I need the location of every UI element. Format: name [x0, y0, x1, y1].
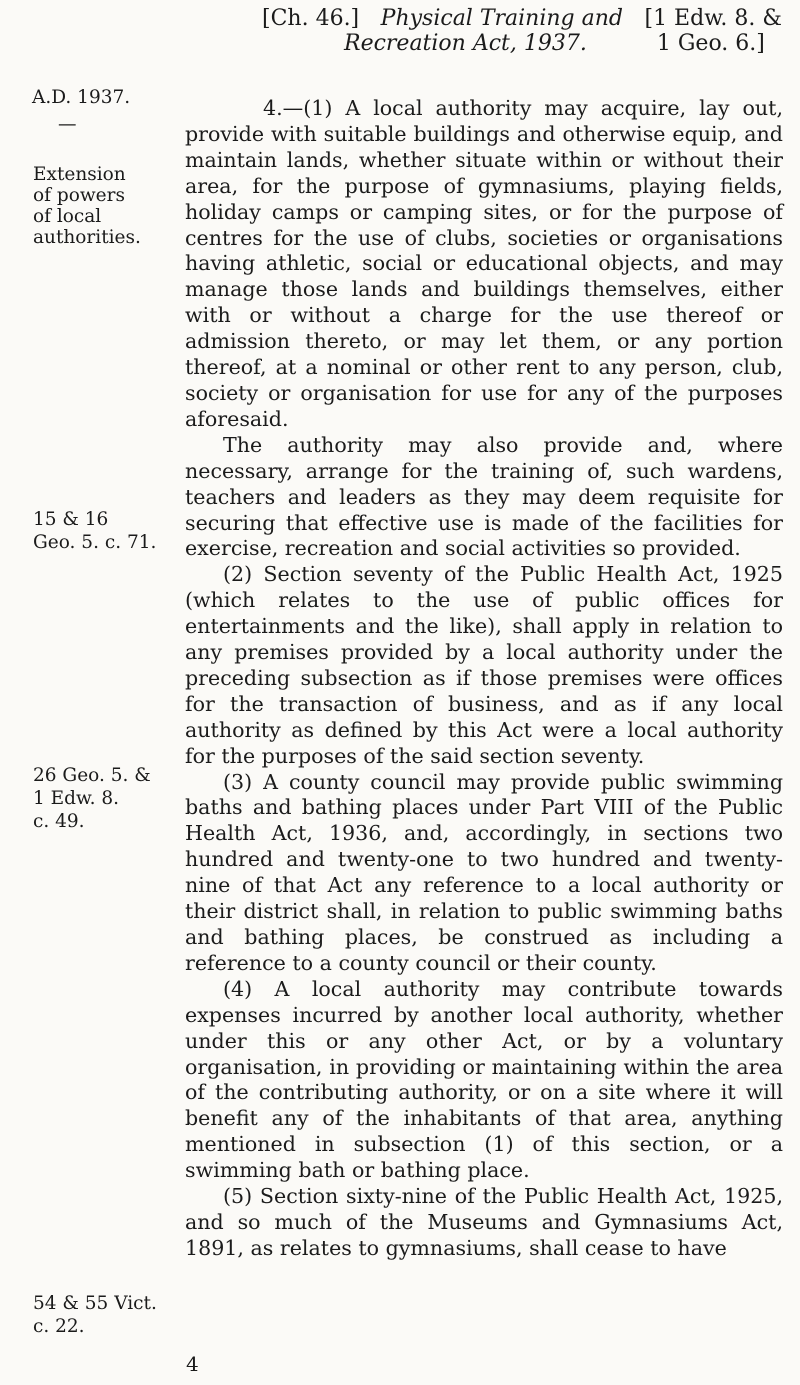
- header-line-2: [262, 31, 782, 56]
- subsection-4: (4) A local authority may contribute towards expenses incurred by another local authority, whether under this or any other Act, or by a voluntary organisation, in providing or maintaining within the area of the contributing authority, or on a site where it will benefit any of the inhabitants of that area, anything mentioned in subsection (1) of this section, or a swimming bath or bathing place.: [185, 976, 783, 1183]
- act-title-line1: Physical Training and: [380, 6, 623, 31]
- subsection-1: 4.—(1) A local authority may acquire, lay out, provide with suitable buildings and otherwise equip, and maintain lands, whether situate within or without their area, for the purpose of gymnasiums, playing fields, holiday camps or camping sites, or for the purpose of centres for the use of clubs, societies or organisations having athletic, social or educational objects, and may manage those lands and buildings themselves, either with or without a charge for the use thereof or admission thereto, or may let them, or any portion thereof, at a nominal or other rent to any person, club, society or organisation for use for any of the purposes aforesaid.: [185, 96, 783, 431]
- margin-ref-museums-act: 54 & 55 Vict. c. 22.: [33, 1293, 157, 1337]
- running-header: [262, 6, 782, 56]
- regnal-year-line2: 1 Geo. 6.]: [656, 31, 765, 56]
- margin-note-extension: Extension of powers of local authorities.: [33, 164, 141, 248]
- header-line-1: [262, 6, 782, 31]
- margin-ref-public-health-1925: 15 & 16 Geo. 5. c. 71.: [33, 509, 157, 553]
- margin-dash: —: [58, 114, 77, 135]
- regnal-year-line1: [1 Edw. 8. &: [644, 6, 782, 31]
- margin-ref-public-health-1936: 26 Geo. 5. & 1 Edw. 8. c. 49.: [33, 765, 151, 832]
- subsection-1-wardens: The authority may also provide and, where necessary, arrange for the training of, such wardens, teachers and leaders as they may deem requisite for securing that effective use is made of the facilities for exercise, recreation and social activities so provided.: [185, 432, 783, 561]
- subsection-3: (3) A county council may provide public swimming baths and bathing places under Part VIII of the Public Health Act, 1936, and, accordingly, in sections two hundred and twenty-one to two hundred and twenty-nine of that Act any reference to a local authority or their district shall, in relation to public swimming baths and bathing places, be construed as including a reference to a county council or their county.: [185, 769, 783, 975]
- subsection-5: (5) Section sixty-nine of the Public Health Act, 1925, and so much of the Museums and Gymnasiums Act, 1891, as relates to gymnasiums, shall cease to have: [185, 1184, 783, 1260]
- subsection-2: (2) Section seventy of the Public Health Act, 1925 (which relates to the use of public offices for entertainments and the like), shall apply in relation to any premises provided by a local authority under the preceding subsection as if those premises were offices for the transaction of business, and as if any local authority as defined by this Act were a local authority for the purposes of the said section seventy.: [185, 562, 783, 768]
- chapter-ref: [Ch. 46.]: [262, 6, 360, 31]
- page-number: 4: [186, 1352, 199, 1376]
- act-title-line2: Recreation Act, 1937.: [344, 31, 587, 56]
- section-4-text: [185, 96, 783, 1262]
- margin-year: A.D. 1937. —: [0, 86, 160, 136]
